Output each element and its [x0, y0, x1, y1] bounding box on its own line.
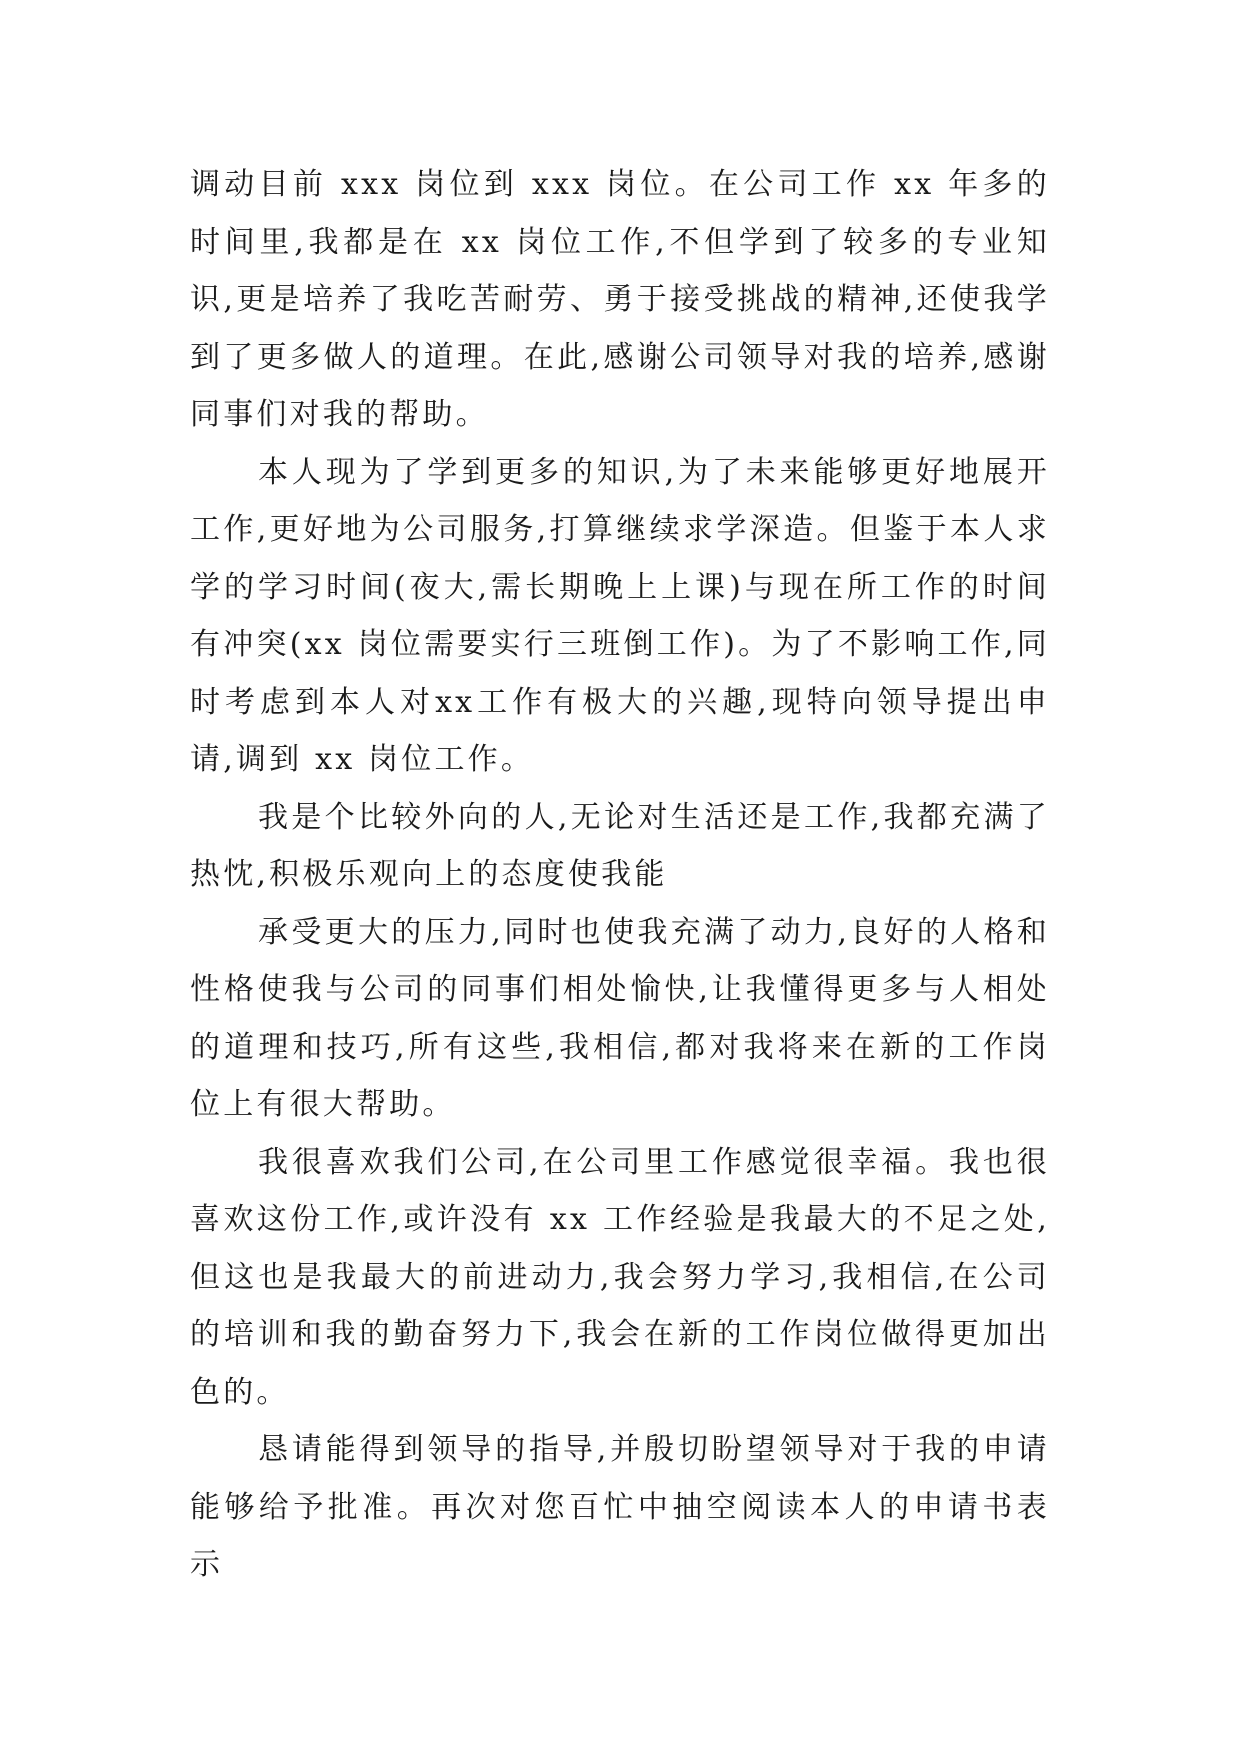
- paragraph-study-reason: 本人现为了学到更多的知识,为了未来能够更好地展开工作,更好地为公司服务,打算继续求学深造。但鉴于本人求学的学习时间(夜大,需长期晚上上课)与现在所工作的时间有冲突(xx 岗位需要实行三班倒工作)。为了不影响工作,同时考虑到本人对xx工作有极大的兴趣,现特向领导提出申请,调到 xx 岗位工作。: [190, 454, 1050, 777]
- document-body: [190, 156, 1050, 1594]
- paragraph-pressure: 承受更大的压力,同时也使我充满了动力,良好的人格和性格使我与公司的同事们相处愉快,让我懂得更多与人相处的道理和技巧,所有这些,我相信,都对我将来在新的工作岗位上有很大帮助。: [190, 914, 1050, 1122]
- paragraph-company: 我很喜欢我们公司,在公司里工作感觉很幸福。我也很喜欢这份工作,或许没有 xx 工作经验是我最大的不足之处,但这也是我最大的前进动力,我会努力学习,我相信,在公司的培训和我的勤奋努力下,我会在新的工作岗位做得更加出色的。: [190, 1144, 1050, 1410]
- paragraph-request: 恳请能得到领导的指导,并殷切盼望领导对于我的申请能够给予批准。再次对您百忙中抽空阅读本人的申请书表示: [190, 1432, 1050, 1582]
- paragraph-continuation: 调动目前 xxx 岗位到 xxx 岗位。在公司工作 xx 年多的时间里,我都是在 xx 岗位工作,不但学到了较多的专业知识,更是培养了我吃苦耐劳、勇于接受挑战的精神,还使我学到了更多做人的道理。在此,感谢公司领导对我的培养,感谢同事们对我的帮助。: [190, 167, 1050, 432]
- paragraph-personality: 我是个比较外向的人,无论对生活还是工作,我都充满了热忱,积极乐观向上的态度使我能: [190, 799, 1050, 892]
